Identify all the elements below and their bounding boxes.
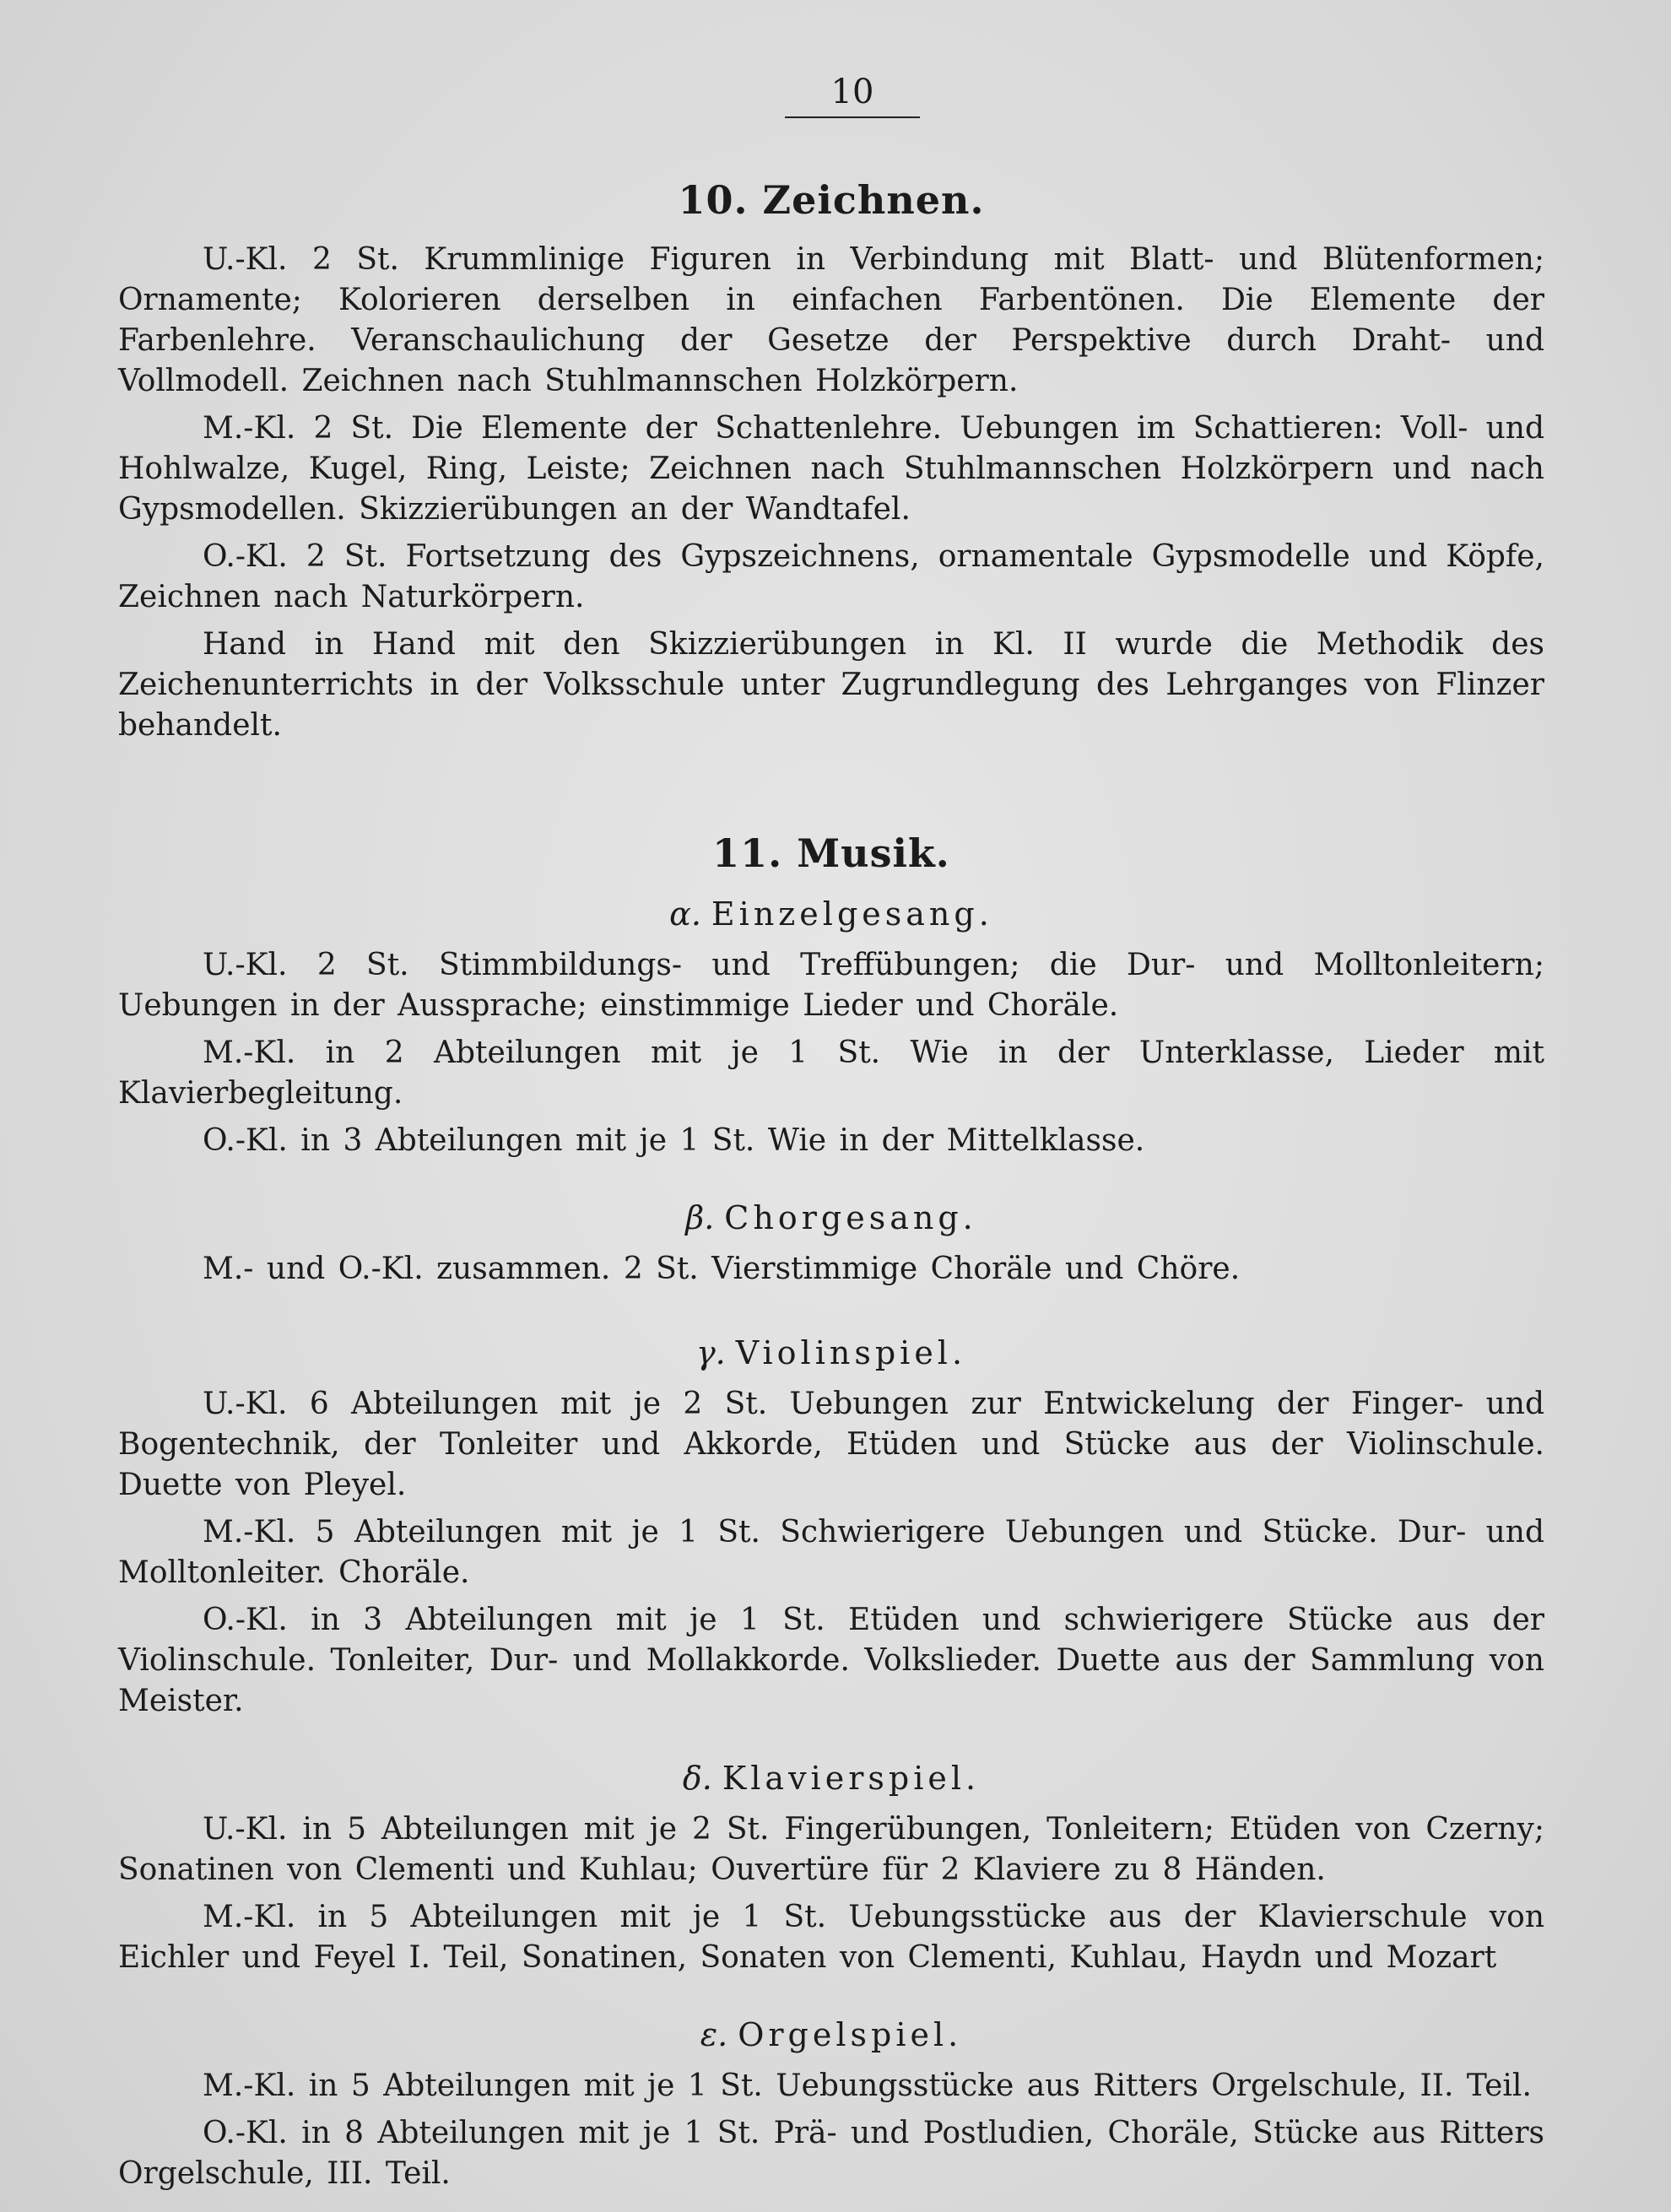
page-content <box>118 68 1544 2201</box>
paragraph-klavierspiel-unterklasse: U.-Kl. in 5 Abteilungen mit je 2 St. Fingerübungen, Tonleitern; Etüden von Czerny; Sonatinen von Clementi und Kuhlau; Ouvertüre für 2 Klaviere zu 8 Händen. <box>118 1812 1544 1887</box>
section-heading-musik: 11. Musik. <box>712 830 950 876</box>
paragraph-zeichnen-mittelklasse: M.-Kl. 2 St. Die Elemente der Schattenlehre. Uebungen im Schattieren: Voll- und Hohlwalze, Kugel, Ring, Leiste; Zeichnen nach Stuhlmannschen Holzkörpern und nach Gypsmodellen. Skizzierübungen an der Wandtafel. <box>118 411 1544 527</box>
subheading-chorgesang <box>118 1195 1544 1241</box>
subheading-title: Violinspiel. <box>735 1334 967 1371</box>
spacer <box>118 1728 1544 1747</box>
paragraph-orgelspiel-mittelklasse: M.-Kl. in 5 Abteilungen mit je 1 St. Uebungsstücke aus Ritters Orgelschule, II. Teil. <box>203 2069 1532 2103</box>
subheading-letter: ε. <box>700 2016 728 2053</box>
paragraph-violinspiel-oberklasse: O.-Kl. in 3 Abteilungen mit je 1 St. Etüden und schwierigere Stücke aus der Violinschule. Tonleiter, Dur- und Mollakkorde. Volkslieder. Duette aus der Sammlung von Meister. <box>118 1603 1544 1718</box>
subheading-title: Klavierspiel. <box>722 1760 981 1797</box>
section-heading-zeichnen: 10. Zeichnen. <box>678 177 985 223</box>
subheading-violinspiel <box>118 1330 1544 1376</box>
subheading-title: Chorgesang. <box>724 1199 977 1236</box>
subheading-title: Orgelspiel. <box>738 2016 963 2053</box>
paragraph-violinspiel-unterklasse: U.-Kl. 6 Abteilungen mit je 2 St. Uebungen zur Entwickelung der Finger- und Bogentechnik, der Tonleiter und Akkorde, Etüden und Stücke aus der Violinschule. Duette von Pleyel. <box>118 1387 1544 1502</box>
spacer <box>118 1985 1544 2004</box>
paragraph-zeichnen-unterklasse: U.-Kl. 2 St. Krummlinige Figuren in Verbindung mit Blatt- und Blütenformen; Ornamente; Kolorieren derselben in einfachen Farbentönen. Die Elemente der Farbenlehre. Veranschaulichung der Gesetze der Perspektive durch Draht- und Vollmodell. Zeichnen nach Stuhlmannschen Holzkörpern. <box>118 242 1544 398</box>
paragraph-zeichnen-methodik: Hand in Hand mit den Skizzierübungen in Kl. II wurde die Methodik des Zeichenunterrichts in der Volksschule unter Zugrundlegung des Lehrganges von Flinzer behandelt. <box>118 627 1544 743</box>
page-number: 10 <box>830 73 874 111</box>
paragraph-violinspiel-mittelklasse: M.-Kl. 5 Abteilungen mit je 1 St. Schwierigere Uebungen und Stücke. Dur- und Molltonleiter. Choräle. <box>118 1515 1544 1590</box>
paragraph-einzelgesang-oberklasse: O.-Kl. in 3 Abteilungen mit je 1 St. Wie in der Mittelklasse. <box>203 1123 1145 1158</box>
paragraph-klavierspiel-mittelklasse: M.-Kl. in 5 Abteilungen mit je 1 St. Uebungsstücke aus der Klavierschule von Eichler und Feyel I. Teil, Sonatinen, Sonaten von Clementi, Kuhlau, Haydn und Mozart <box>118 1900 1544 1975</box>
subheading-orgelspiel <box>118 2012 1544 2058</box>
subheading-einzelgesang <box>118 891 1544 937</box>
paragraph-orgelspiel-oberklasse: O.-Kl. in 8 Abteilungen mit je 1 St. Prä- und Postludien, Choräle, Stücke aus Ritters Orgelschule, III. Teil. <box>118 2116 1544 2191</box>
subheading-letter: β. <box>685 1199 715 1236</box>
spacer <box>118 1168 1544 1187</box>
paragraph-chorgesang: M.- und O.-Kl. zusammen. 2 St. Vierstimmige Choräle und Chöre. <box>203 1252 1241 1286</box>
subheading-title: Einzelgesang. <box>711 895 993 933</box>
subheading-letter: δ. <box>682 1760 712 1797</box>
paragraph-einzelgesang-mittelklasse: M.-Kl. in 2 Abteilungen mit je 1 St. Wie in der Unterklasse, Lieder mit Klavierbegleitung. <box>118 1036 1544 1111</box>
paragraph-einzelgesang-unterklasse: U.-Kl. 2 St. Stimmbildungs- und Treffübungen; die Dur- und Molltonleitern; Uebungen in der Aussprache; einstimmige Lieder und Choräle. <box>118 948 1544 1023</box>
subheading-letter: α. <box>669 895 701 933</box>
page-number-rule <box>785 116 920 118</box>
spacer <box>118 1296 1544 1322</box>
subheading-klavierspiel <box>118 1755 1544 1801</box>
subheading-letter: γ. <box>695 1334 726 1371</box>
paragraph-zeichnen-oberklasse: O.-Kl. 2 St. Fortsetzung des Gypszeichnens, ornamentale Gypsmodelle und Köpfe, Zeichnen nach Naturkörpern. <box>118 539 1544 614</box>
